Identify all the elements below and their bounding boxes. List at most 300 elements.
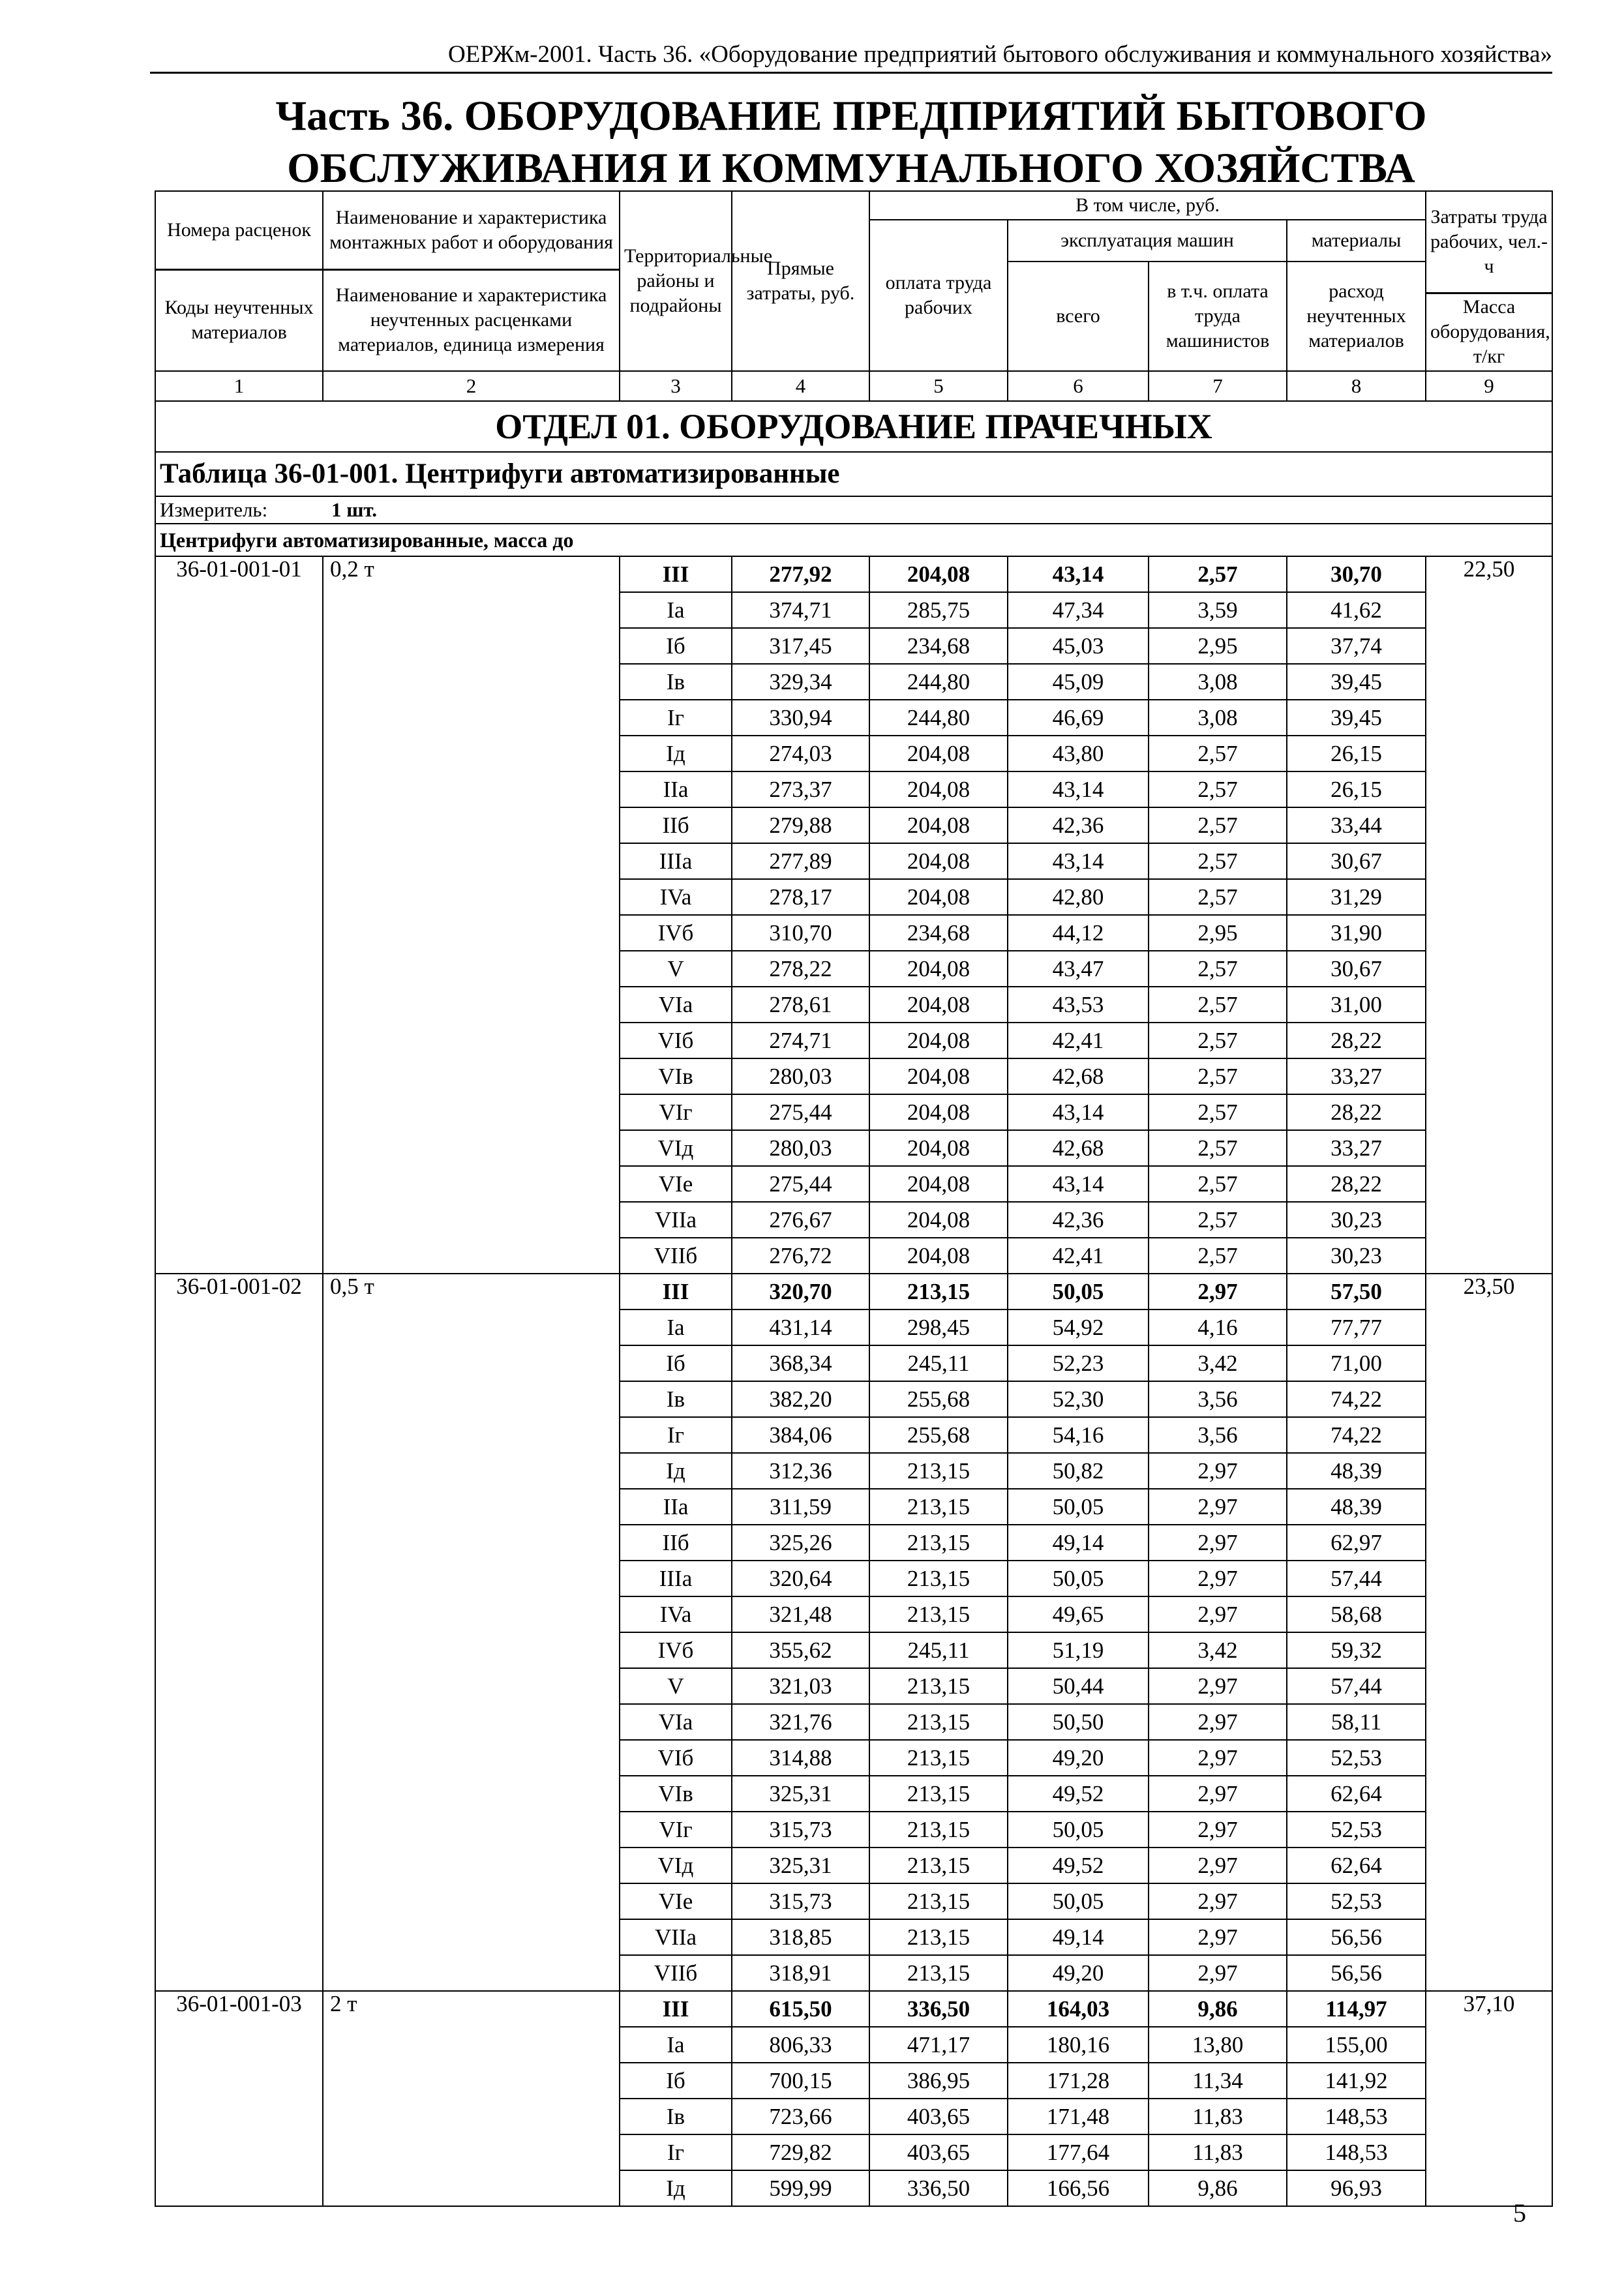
direct-cost-cell: 280,03 [732, 1058, 869, 1094]
machinist-wages-cell: 2,57 [1149, 1202, 1287, 1238]
materials-cell: 30,23 [1287, 1202, 1426, 1238]
table-row [155, 1740, 1552, 1776]
territory-cell: Iв [620, 2099, 732, 2134]
wages-cell: 213,15 [869, 1740, 1008, 1776]
table-row [155, 1417, 1552, 1453]
direct-cost-cell: 318,91 [732, 1955, 869, 1991]
labor-cost [1426, 1596, 1552, 1632]
labor-cost [1426, 1561, 1552, 1596]
machinist-wages-cell: 2,57 [1149, 987, 1287, 1023]
territory-cell: IIб [620, 807, 732, 843]
wages-cell: 204,08 [869, 987, 1008, 1023]
rate-code [155, 1632, 323, 1668]
direct-cost-cell: 320,70 [732, 1274, 869, 1309]
header-materials: материалы [1287, 220, 1426, 262]
header-col1-bottom: Коды неучтенных материалов [155, 269, 323, 371]
direct-cost-cell: 330,94 [732, 700, 869, 736]
materials-cell: 52,53 [1287, 1740, 1426, 1776]
territory-cell: VIд [620, 1848, 732, 1883]
machines-total-cell: 43,14 [1008, 1094, 1149, 1130]
machines-total-cell: 177,64 [1008, 2134, 1149, 2170]
wages-cell: 234,68 [869, 915, 1008, 951]
machinist-wages-cell: 2,57 [1149, 1238, 1287, 1274]
machinist-wages-cell: 2,97 [1149, 1776, 1287, 1812]
direct-cost-cell: 599,99 [732, 2170, 869, 2206]
table-row [155, 1489, 1552, 1525]
materials-cell: 62,64 [1287, 1848, 1426, 1883]
rate-code [155, 1776, 323, 1812]
rate-name [323, 1632, 620, 1668]
machines-total-cell: 42,41 [1008, 1023, 1149, 1058]
direct-cost-cell: 384,06 [732, 1417, 869, 1453]
header-machines: эксплуатация машин [1008, 220, 1287, 262]
machinist-wages-cell: 2,57 [1149, 1058, 1287, 1094]
header-col4: Прямые затраты, руб. [732, 191, 869, 371]
unit-value: 1 шт. [331, 498, 378, 521]
table-row [155, 2170, 1552, 2206]
materials-cell: 58,11 [1287, 1704, 1426, 1740]
direct-cost-cell: 729,82 [732, 2134, 869, 2170]
machinist-wages-cell: 2,97 [1149, 1596, 1287, 1632]
wages-cell: 213,15 [869, 1955, 1008, 1991]
territory-cell: VIIб [620, 1955, 732, 1991]
rate-code [155, 592, 323, 628]
header-col3: Территориальные районы и подрайоны [620, 191, 732, 371]
direct-cost-cell: 275,44 [732, 1166, 869, 1202]
labor-cost [1426, 736, 1552, 771]
machinist-wages-cell: 2,97 [1149, 1704, 1287, 1740]
rate-name [323, 1130, 620, 1166]
materials-cell: 96,93 [1287, 2170, 1426, 2206]
rate-code: 36-01-001-03 [155, 1991, 323, 2027]
machines-total-cell: 54,92 [1008, 1309, 1149, 1345]
rate-name [323, 1525, 620, 1561]
materials-cell: 26,15 [1287, 736, 1426, 771]
machines-total-cell: 43,14 [1008, 1166, 1149, 1202]
rate-name [323, 592, 620, 628]
machines-total-cell: 52,23 [1008, 1345, 1149, 1381]
machines-total-cell: 171,48 [1008, 2099, 1149, 2134]
rate-code [155, 2170, 323, 2206]
machines-total-cell: 46,69 [1008, 700, 1149, 736]
wages-cell: 386,95 [869, 2063, 1008, 2099]
rate-code: 36-01-001-02 [155, 1274, 323, 1309]
table-row [155, 1309, 1552, 1345]
materials-cell: 30,67 [1287, 843, 1426, 879]
machinist-wages-cell: 2,97 [1149, 1955, 1287, 1991]
machinist-wages-cell: 4,16 [1149, 1309, 1287, 1345]
machines-total-cell: 49,52 [1008, 1848, 1149, 1883]
rate-name [323, 1561, 620, 1596]
rate-code [155, 2027, 323, 2063]
table-row [155, 628, 1552, 664]
unit-line [155, 496, 1552, 524]
materials-cell: 71,00 [1287, 1345, 1426, 1381]
rate-code [155, 1202, 323, 1238]
rate-code [155, 771, 323, 807]
territory-cell: Iв [620, 664, 732, 700]
table-row [155, 2063, 1552, 2099]
table-row [155, 1812, 1552, 1848]
rate-code [155, 1381, 323, 1417]
territory-cell: III [620, 556, 732, 592]
territory-cell: Iд [620, 1453, 732, 1489]
rate-code [155, 879, 323, 915]
machines-total-cell: 50,50 [1008, 1704, 1149, 1740]
machinist-wages-cell: 3,56 [1149, 1381, 1287, 1417]
territory-cell: VIIa [620, 1202, 732, 1238]
machinist-wages-cell: 11,83 [1149, 2099, 1287, 2134]
territory-cell: VIб [620, 1740, 732, 1776]
machines-total-cell: 50,05 [1008, 1883, 1149, 1919]
direct-cost-cell: 382,20 [732, 1381, 869, 1417]
machinist-wages-cell: 2,97 [1149, 1919, 1287, 1955]
machinist-wages-cell: 2,57 [1149, 1094, 1287, 1130]
labor-cost [1426, 1955, 1552, 1991]
direct-cost-cell: 276,67 [732, 1202, 869, 1238]
rate-name [323, 2099, 620, 2134]
rate-code [155, 951, 323, 987]
machinist-wages-cell: 2,57 [1149, 807, 1287, 843]
machines-total-cell: 45,09 [1008, 664, 1149, 700]
machinist-wages-cell: 2,57 [1149, 1130, 1287, 1166]
labor-cost [1426, 951, 1552, 987]
table-row [155, 2027, 1552, 2063]
wages-cell: 336,50 [869, 2170, 1008, 2206]
page-number: 5 [1513, 2198, 1526, 2228]
labor-cost [1426, 1704, 1552, 1740]
labor-cost [1426, 1525, 1552, 1561]
materials-cell: 56,56 [1287, 1919, 1426, 1955]
wages-cell: 213,15 [869, 1883, 1008, 1919]
labor-cost: 22,50 [1426, 556, 1552, 592]
rate-name: 0,2 т [323, 556, 620, 592]
machinist-wages-cell: 3,42 [1149, 1345, 1287, 1381]
wages-cell: 244,80 [869, 664, 1008, 700]
direct-cost-cell: 325,31 [732, 1848, 869, 1883]
machines-total-cell: 42,36 [1008, 807, 1149, 843]
table-row [155, 700, 1552, 736]
territory-cell: IIa [620, 771, 732, 807]
direct-cost-cell: 314,88 [732, 1740, 869, 1776]
territory-cell: Ia [620, 2027, 732, 2063]
wages-cell: 245,11 [869, 1345, 1008, 1381]
labor-cost [1426, 1381, 1552, 1417]
materials-cell: 148,53 [1287, 2134, 1426, 2170]
direct-cost-cell: 368,34 [732, 1345, 869, 1381]
rate-name [323, 1094, 620, 1130]
labor-cost [1426, 1345, 1552, 1381]
rate-code [155, 1525, 323, 1561]
territory-cell: Iд [620, 2170, 732, 2206]
machines-total-cell: 42,41 [1008, 1238, 1149, 1274]
territory-cell: VIв [620, 1776, 732, 1812]
rate-name [323, 700, 620, 736]
rate-code [155, 807, 323, 843]
wages-cell: 336,50 [869, 1991, 1008, 2027]
machinist-wages-cell: 2,57 [1149, 951, 1287, 987]
table-row [155, 1919, 1552, 1955]
column-number: 8 [1287, 371, 1426, 401]
rate-name [323, 1417, 620, 1453]
direct-cost-cell: 321,48 [732, 1596, 869, 1632]
direct-cost-cell: 329,34 [732, 664, 869, 700]
machines-total-cell: 43,14 [1008, 843, 1149, 879]
direct-cost-cell: 615,50 [732, 1991, 869, 2027]
territory-cell: VIб [620, 1023, 732, 1058]
wages-cell: 204,08 [869, 1094, 1008, 1130]
rate-code [155, 2063, 323, 2099]
rate-code [155, 1955, 323, 1991]
direct-cost-cell: 315,73 [732, 1883, 869, 1919]
column-number: 6 [1008, 371, 1149, 401]
direct-cost-cell: 311,59 [732, 1489, 869, 1525]
direct-cost-cell: 278,17 [732, 879, 869, 915]
machinist-wages-cell: 2,97 [1149, 1274, 1287, 1309]
header-col9-top: Затраты труда рабочих, чел.-ч [1426, 191, 1552, 293]
unit-label: Измеритель: [160, 498, 268, 521]
machines-total-cell: 45,03 [1008, 628, 1149, 664]
rate-name [323, 843, 620, 879]
running-header: ОЕРЖм-2001. Часть 36. «Оборудование предприятий бытового обслуживания и коммунального хозяйства» [150, 38, 1552, 74]
rate-name [323, 1309, 620, 1345]
machinist-wages-cell: 2,57 [1149, 1166, 1287, 1202]
direct-cost-cell: 273,37 [732, 771, 869, 807]
column-number: 5 [869, 371, 1008, 401]
labor-cost [1426, 1130, 1552, 1166]
rate-name [323, 1166, 620, 1202]
materials-cell: 33,27 [1287, 1058, 1426, 1094]
direct-cost-cell: 320,64 [732, 1561, 869, 1596]
table-row [155, 592, 1552, 628]
labor-cost [1426, 1166, 1552, 1202]
machinist-wages-cell: 13,80 [1149, 2027, 1287, 2063]
territory-cell: IVб [620, 1632, 732, 1668]
territory-cell: IIIa [620, 843, 732, 879]
machines-total-cell: 49,20 [1008, 1955, 1149, 1991]
labor-cost [1426, 879, 1552, 915]
table-row [155, 1381, 1552, 1417]
rate-name [323, 807, 620, 843]
machinist-wages-cell: 3,56 [1149, 1417, 1287, 1453]
table-row [155, 1596, 1552, 1632]
materials-cell: 62,97 [1287, 1525, 1426, 1561]
direct-cost-cell: 723,66 [732, 2099, 869, 2134]
header-col6: всего [1008, 262, 1149, 371]
table-row [155, 664, 1552, 700]
materials-cell: 148,53 [1287, 2099, 1426, 2134]
table-row [155, 771, 1552, 807]
labor-cost: 23,50 [1426, 1274, 1552, 1309]
machines-total-cell: 42,68 [1008, 1130, 1149, 1166]
machinist-wages-cell: 2,57 [1149, 556, 1287, 592]
rate-code [155, 1740, 323, 1776]
materials-cell: 74,22 [1287, 1381, 1426, 1417]
direct-cost-cell: 278,61 [732, 987, 869, 1023]
materials-cell: 52,53 [1287, 1812, 1426, 1848]
table-row [155, 1632, 1552, 1668]
materials-cell: 30,70 [1287, 556, 1426, 592]
table-row [155, 1453, 1552, 1489]
table-row [155, 915, 1552, 951]
table-row [155, 1883, 1552, 1919]
territory-cell: VIe [620, 1883, 732, 1919]
territory-cell: VIe [620, 1166, 732, 1202]
direct-cost-cell: 312,36 [732, 1453, 869, 1489]
rate-code [155, 1668, 323, 1704]
machines-total-cell: 52,30 [1008, 1381, 1149, 1417]
machinist-wages-cell: 2,97 [1149, 1740, 1287, 1776]
territory-cell: Ia [620, 1309, 732, 1345]
wages-cell: 204,08 [869, 843, 1008, 879]
rate-name [323, 1023, 620, 1058]
machines-total-cell: 44,12 [1008, 915, 1149, 951]
direct-cost-cell: 277,89 [732, 843, 869, 879]
rate-code [155, 1883, 323, 1919]
machinist-wages-cell: 2,57 [1149, 1023, 1287, 1058]
rate-code [155, 628, 323, 664]
direct-cost-cell: 355,62 [732, 1632, 869, 1668]
territory-cell: VIIa [620, 1919, 732, 1955]
territory-cell: VIa [620, 987, 732, 1023]
table-row [155, 556, 1552, 592]
machines-total-cell: 50,82 [1008, 1453, 1149, 1489]
labor-cost [1426, 1309, 1552, 1345]
direct-cost-cell: 277,92 [732, 556, 869, 592]
rate-name [323, 1883, 620, 1919]
table-row [155, 843, 1552, 879]
rate-name [323, 1955, 620, 1991]
rates-table [155, 190, 1553, 2207]
wages-cell: 204,08 [869, 1023, 1008, 1058]
machines-total-cell: 164,03 [1008, 1991, 1149, 2027]
territory-cell: IIIa [620, 1561, 732, 1596]
machines-total-cell: 50,05 [1008, 1812, 1149, 1848]
rate-name [323, 1776, 620, 1812]
machines-total-cell: 50,05 [1008, 1274, 1149, 1309]
machinist-wages-cell: 2,97 [1149, 1883, 1287, 1919]
rate-code [155, 1417, 323, 1453]
materials-cell: 52,53 [1287, 1883, 1426, 1919]
table-row [155, 1955, 1552, 1991]
wages-cell: 204,08 [869, 807, 1008, 843]
materials-cell: 56,56 [1287, 1955, 1426, 1991]
rate-name [323, 2027, 620, 2063]
rate-name [323, 1812, 620, 1848]
machines-total-cell: 43,47 [1008, 951, 1149, 987]
machinist-wages-cell: 11,34 [1149, 2063, 1287, 2099]
wages-cell: 245,11 [869, 1632, 1008, 1668]
wages-cell: 213,15 [869, 1776, 1008, 1812]
territory-cell: Iд [620, 736, 732, 771]
labor-cost [1426, 1848, 1552, 1883]
wages-cell: 213,15 [869, 1704, 1008, 1740]
machinist-wages-cell: 9,86 [1149, 2170, 1287, 2206]
labor-cost [1426, 1489, 1552, 1525]
machinist-wages-cell: 3,42 [1149, 1632, 1287, 1668]
machines-total-cell: 43,80 [1008, 736, 1149, 771]
wages-cell: 213,15 [869, 1848, 1008, 1883]
machines-total-cell: 166,56 [1008, 2170, 1149, 2206]
materials-cell: 141,92 [1287, 2063, 1426, 2099]
labor-cost [1426, 700, 1552, 736]
table-row [155, 1668, 1552, 1704]
labor-cost [1426, 2170, 1552, 2206]
machinist-wages-cell: 2,57 [1149, 843, 1287, 879]
rate-name [323, 1381, 620, 1417]
materials-cell: 28,22 [1287, 1023, 1426, 1058]
territory-cell: IVa [620, 1596, 732, 1632]
territory-cell: Iг [620, 1417, 732, 1453]
machinist-wages-cell: 2,97 [1149, 1525, 1287, 1561]
table-row [155, 736, 1552, 771]
direct-cost-cell: 280,03 [732, 1130, 869, 1166]
direct-cost-cell: 315,73 [732, 1812, 869, 1848]
direct-cost-cell: 318,85 [732, 1919, 869, 1955]
machinist-wages-cell: 2,97 [1149, 1668, 1287, 1704]
table-row [155, 2099, 1552, 2134]
labor-cost [1426, 807, 1552, 843]
territory-cell: VIIб [620, 1238, 732, 1274]
machines-total-cell: 42,68 [1008, 1058, 1149, 1094]
labor-cost [1426, 987, 1552, 1023]
table-row [155, 1848, 1552, 1883]
wages-cell: 213,15 [869, 1525, 1008, 1561]
wages-cell: 403,65 [869, 2134, 1008, 2170]
machinist-wages-cell: 2,97 [1149, 1453, 1287, 1489]
rate-name [323, 664, 620, 700]
wages-cell: 204,08 [869, 1202, 1008, 1238]
table-row [155, 1166, 1552, 1202]
rate-code [155, 700, 323, 736]
labor-cost [1426, 2134, 1552, 2170]
materials-cell: 31,29 [1287, 879, 1426, 915]
labor-cost [1426, 1453, 1552, 1489]
materials-cell: 26,15 [1287, 771, 1426, 807]
wages-cell: 204,08 [869, 1058, 1008, 1094]
labor-cost: 37,10 [1426, 1991, 1552, 2027]
machines-total-cell: 49,52 [1008, 1776, 1149, 1812]
machinist-wages-cell: 2,95 [1149, 628, 1287, 664]
header-col5: оплата труда рабочих [869, 220, 1008, 371]
materials-cell: 58,68 [1287, 1596, 1426, 1632]
rate-name: 2 т [323, 1991, 620, 2027]
rate-code [155, 1309, 323, 1345]
labor-cost [1426, 843, 1552, 879]
wages-cell: 204,08 [869, 879, 1008, 915]
rate-code [155, 1704, 323, 1740]
wages-cell: 213,15 [869, 1561, 1008, 1596]
wages-cell: 255,68 [869, 1381, 1008, 1417]
rate-name [323, 1740, 620, 1776]
machinist-wages-cell: 3,08 [1149, 664, 1287, 700]
machines-total-cell: 180,16 [1008, 2027, 1149, 2063]
labor-cost [1426, 2027, 1552, 2063]
materials-cell: 57,44 [1287, 1668, 1426, 1704]
territory-cell: VIг [620, 1812, 732, 1848]
territory-cell: IIa [620, 1489, 732, 1525]
wages-cell: 244,80 [869, 700, 1008, 736]
rate-code [155, 1094, 323, 1130]
materials-cell: 62,64 [1287, 1776, 1426, 1812]
table-row [155, 1704, 1552, 1740]
direct-cost-cell: 278,22 [732, 951, 869, 987]
labor-cost [1426, 1776, 1552, 1812]
wages-cell: 234,68 [869, 628, 1008, 664]
rate-name [323, 2170, 620, 2206]
machinist-wages-cell: 11,83 [1149, 2134, 1287, 2170]
machines-total-cell: 49,14 [1008, 1525, 1149, 1561]
